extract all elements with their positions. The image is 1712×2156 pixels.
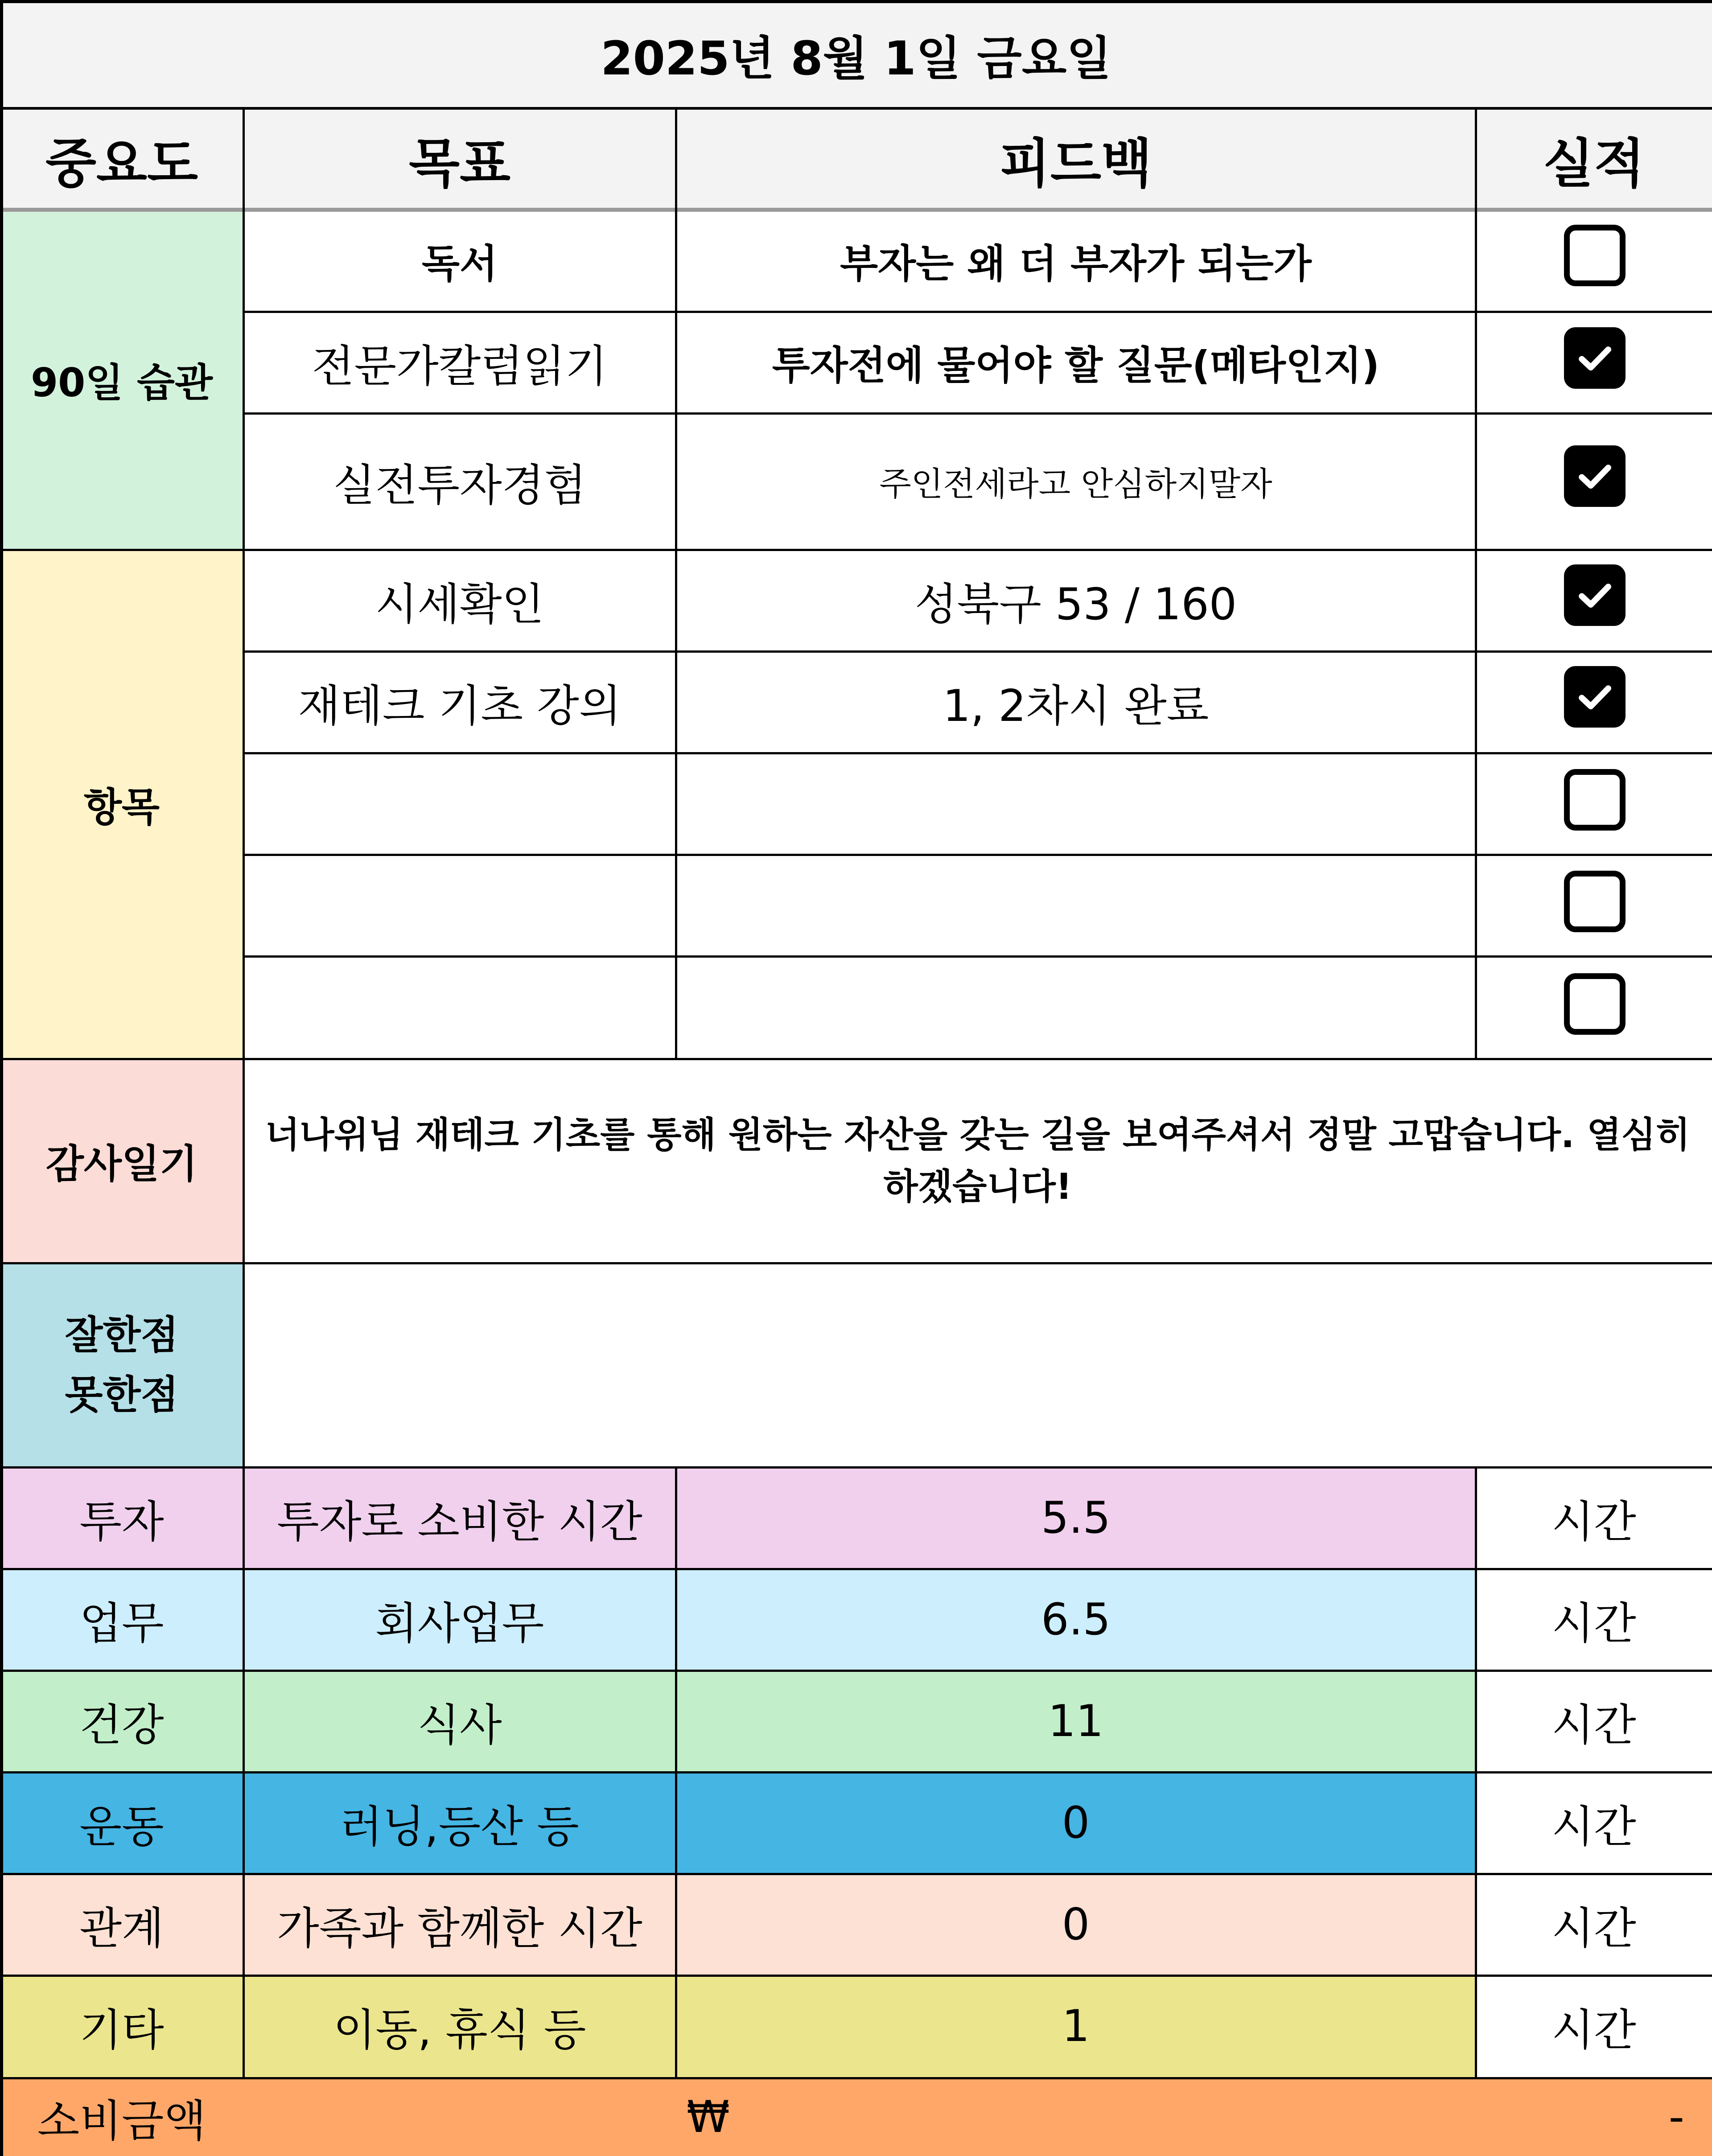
habits-label-cell[interactable] — [0, 210, 243, 550]
grid-line — [675, 1467, 677, 2078]
gratitude-text-line1: 너나위님 재테크 기초를 통해 원하는 자산을 갖는 길을 보여주셔서 정말 고맙습니다. 열심히 — [265, 1114, 1691, 1156]
habit-goal-cell[interactable]: 실전투자경험 — [333, 460, 586, 511]
checkmark-icon — [1570, 570, 1620, 620]
habit-checkbox[interactable] — [1564, 225, 1626, 286]
habit-feedback-cell[interactable]: 주인전세라고 안심하지말자 — [879, 465, 1272, 503]
review-label-cell[interactable] — [0, 1263, 243, 1467]
time-log-value: 1 — [1062, 2001, 1090, 2052]
gratitude-label: 감사일기 — [45, 1141, 198, 1187]
title-cell[interactable] — [0, 0, 1712, 108]
item-goal-cell[interactable] — [243, 753, 676, 855]
time-log-unit-cell[interactable] — [1476, 1467, 1712, 1569]
time-log-category-cell[interactable] — [0, 1569, 243, 1670]
time-log-unit: 시간 — [1552, 1699, 1636, 1751]
item-goal-cell[interactable]: 시세확인 — [375, 579, 544, 630]
time-log-value: 5.5 — [1041, 1493, 1111, 1543]
time-log-desc-cell[interactable] — [243, 1467, 676, 1569]
items-label: 항목 — [83, 784, 160, 830]
item-checkbox[interactable] — [1564, 769, 1626, 831]
time-log-category-cell[interactable] — [0, 1975, 243, 2077]
grid-line — [243, 108, 245, 2078]
time-log-desc-cell[interactable] — [243, 1569, 676, 1670]
item-checkbox[interactable] — [1564, 871, 1626, 932]
time-log-value-cell[interactable] — [676, 1467, 1476, 1569]
grid-line — [0, 208, 1712, 212]
page-title: 2025년 8월 1일 금요일 — [601, 31, 1111, 86]
time-log-category: 기타 — [79, 2004, 164, 2056]
time-log-desc-cell[interactable] — [243, 1975, 676, 2077]
grid-line — [0, 1670, 1712, 1672]
time-log-desc: 이동, 휴식 등 — [333, 2004, 586, 2056]
spending-label-cell[interactable] — [0, 2078, 243, 2156]
time-log-desc-cell[interactable] — [243, 1874, 676, 1975]
time-log-desc-cell[interactable] — [243, 1670, 676, 1772]
grid-line — [243, 752, 1712, 754]
time-log-unit: 시간 — [1552, 1598, 1636, 1649]
checkmark-icon — [1570, 451, 1620, 501]
grid-line — [0, 1568, 1712, 1570]
time-log-unit-cell[interactable] — [1476, 1569, 1712, 1670]
time-log-category: 운동 — [79, 1801, 164, 1852]
time-log-value: 6.5 — [1041, 1594, 1111, 1645]
item-feedback-cell[interactable] — [676, 753, 1476, 855]
grid-line — [0, 1771, 1712, 1773]
habit-goal-cell[interactable]: 독서 — [421, 241, 498, 287]
grid-line — [0, 1058, 1712, 1060]
time-log-value: 11 — [1048, 1696, 1104, 1747]
time-log-unit-cell[interactable] — [1476, 1874, 1712, 1975]
time-log-category: 관계 — [79, 1903, 164, 1954]
grid-line — [243, 955, 1712, 958]
gratitude-label-cell[interactable] — [0, 1059, 243, 1263]
item-checkbox[interactable] — [1564, 564, 1626, 626]
time-log-unit: 시간 — [1552, 1801, 1636, 1852]
grid-line — [1475, 108, 1477, 1059]
habit-feedback-cell[interactable]: 부자는 왜 더 부자가 되는가 — [840, 241, 1312, 287]
time-log-value-cell[interactable] — [676, 1670, 1476, 1772]
checkmark-icon — [1570, 333, 1620, 383]
habit-checkbox[interactable] — [1564, 327, 1626, 389]
grid-line — [1475, 1467, 1477, 2078]
time-log-desc: 러닝,등산 등 — [340, 1801, 579, 1852]
grid-line — [675, 108, 677, 1059]
time-log-unit-cell[interactable] — [1476, 1975, 1712, 2077]
item-feedback-cell[interactable]: 성북구 53 / 160 — [914, 579, 1237, 630]
time-log-value-cell[interactable] — [676, 1772, 1476, 1874]
review-label-good: 잘한점 — [65, 1312, 179, 1358]
gratitude-text-line2: 하겠습니다! — [883, 1166, 1072, 1207]
spending-label: 소비금액 — [37, 2095, 206, 2147]
time-log-category: 업무 — [79, 1598, 164, 1649]
grid-line — [0, 1466, 1712, 1469]
grid-line — [0, 549, 1712, 551]
time-log-value-cell[interactable] — [676, 1975, 1476, 2077]
time-log-unit: 시간 — [1552, 1496, 1636, 1547]
header-goal[interactable]: 목표 — [243, 108, 676, 210]
grid-line — [0, 2077, 1712, 2079]
time-log-unit-cell[interactable] — [1476, 1670, 1712, 1772]
item-goal-cell[interactable] — [243, 855, 676, 956]
review-label-bad: 못한점 — [65, 1372, 179, 1418]
time-log-desc: 회사업무 — [375, 1598, 544, 1649]
header-importance[interactable]: 중요도 — [0, 108, 243, 210]
time-log-category-cell[interactable] — [0, 1467, 243, 1569]
item-feedback-cell[interactable] — [676, 956, 1476, 1059]
checkmark-icon — [1570, 672, 1620, 722]
time-log-value: 0 — [1062, 1899, 1090, 1950]
time-log-value-cell[interactable] — [676, 1874, 1476, 1975]
habit-checkbox[interactable] — [1564, 445, 1626, 507]
grid-line — [0, 107, 1712, 110]
habit-feedback-cell[interactable]: 투자전에 물어야 할 질문(메타인지) — [772, 342, 1380, 388]
header-result[interactable]: 실적 — [1476, 108, 1712, 210]
time-log-desc: 가족과 함께한 시간 — [277, 1903, 642, 1954]
grid-line — [0, 1262, 1712, 1264]
item-goal-cell[interactable]: 재테크 기초 강의 — [298, 680, 621, 732]
time-log-category-cell[interactable] — [0, 1670, 243, 1772]
grid-line — [243, 311, 1712, 313]
grid-line — [0, 1873, 1712, 1875]
time-log-unit: 시간 — [1552, 1903, 1636, 1954]
grid-line — [243, 412, 1712, 415]
time-log-category-cell[interactable] — [0, 1874, 243, 1975]
item-goal-cell[interactable] — [243, 956, 676, 1059]
time-log-category: 투자 — [79, 1496, 164, 1547]
grid-line — [243, 650, 1712, 653]
time-log-desc: 식사 — [417, 1699, 502, 1751]
item-checkbox[interactable] — [1564, 666, 1626, 728]
time-log-value-cell[interactable] — [676, 1569, 1476, 1670]
time-log-category: 건강 — [79, 1699, 164, 1751]
time-log-desc-cell[interactable] — [243, 1772, 676, 1874]
items-label-cell[interactable] — [0, 550, 243, 1059]
spending-amount-cell[interactable] — [243, 2078, 1712, 2156]
item-checkbox[interactable] — [1564, 973, 1626, 1035]
time-log-unit: 시간 — [1552, 2004, 1636, 2056]
spending-currency: ₩ — [687, 2092, 730, 2143]
habits-label: 90일 습관 — [30, 360, 213, 406]
grid-line — [0, 0, 3, 2156]
gratitude-content-cell[interactable] — [243, 1059, 1712, 1263]
time-log-category-cell[interactable] — [0, 1772, 243, 1874]
spending-amount: - — [1668, 2092, 1684, 2143]
grid-line — [0, 0, 1712, 3]
time-log-desc: 투자로 소비한 시간 — [277, 1496, 642, 1547]
grid-line — [0, 1975, 1712, 1977]
header-feedback[interactable]: 피드백 — [676, 108, 1476, 210]
review-content-cell[interactable] — [243, 1263, 1712, 1467]
time-log-unit-cell[interactable] — [1476, 1772, 1712, 1874]
item-feedback-cell[interactable]: 1, 2차시 완료 — [942, 680, 1209, 732]
time-log-value: 0 — [1062, 1798, 1090, 1848]
item-feedback-cell[interactable] — [676, 855, 1476, 956]
grid-line — [243, 854, 1712, 856]
habit-goal-cell[interactable]: 전문가칼럼읽기 — [312, 341, 608, 392]
